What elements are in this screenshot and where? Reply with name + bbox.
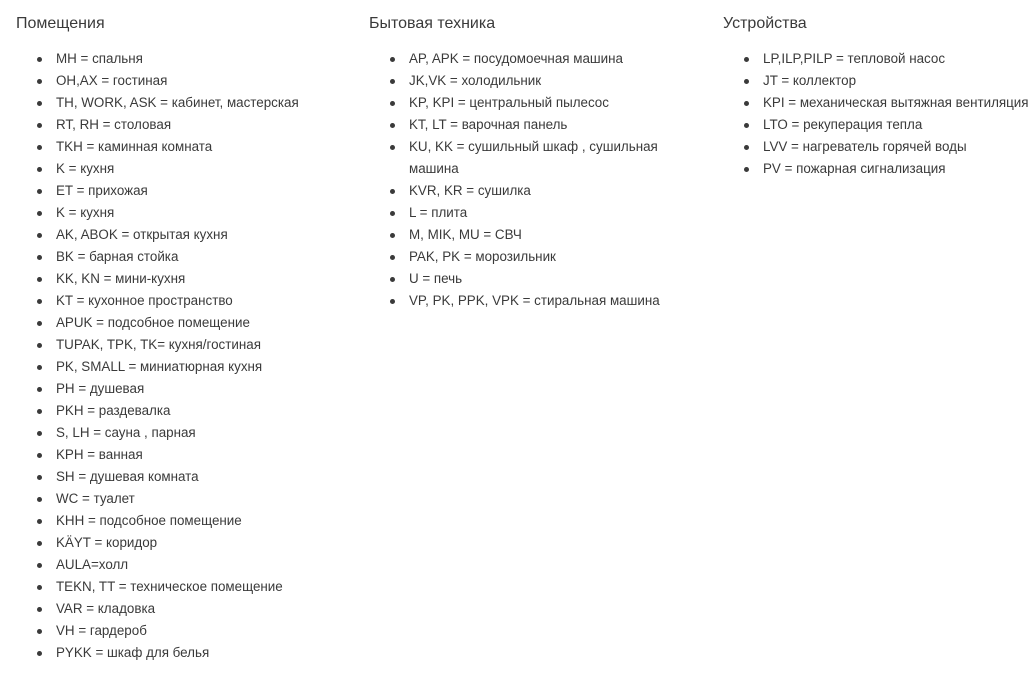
list-item: K = кухня bbox=[16, 158, 356, 180]
list-item: AP, APK = посудомоечная машина bbox=[369, 48, 709, 70]
list-item: LTO = рекуперация тепла bbox=[723, 114, 1029, 136]
list-item: LP,ILP,PILP = тепловой насос bbox=[723, 48, 1029, 70]
list-item: TKH = каминная комната bbox=[16, 136, 356, 158]
list-item: AULA=холл bbox=[16, 554, 356, 576]
rooms-list bbox=[16, 48, 356, 664]
list-item: MH = спальня bbox=[16, 48, 356, 70]
list-item: BK = барная стойка bbox=[16, 246, 356, 268]
list-item: KHH = подсобное помещение bbox=[16, 510, 356, 532]
list-item: RT, RH = столовая bbox=[16, 114, 356, 136]
list-item: KK, KN = мини-кухня bbox=[16, 268, 356, 290]
list-item: JT = коллектор bbox=[723, 70, 1029, 92]
list-item: PYKK = шкаф для белья bbox=[16, 642, 356, 664]
list-item: JK,VK = холодильник bbox=[369, 70, 709, 92]
list-item: KP, KPI = центральный пылесос bbox=[369, 92, 709, 114]
list-item: U = печь bbox=[369, 268, 709, 290]
list-item: PAK, PK = морозильник bbox=[369, 246, 709, 268]
list-item: TEKN, TT = техническое помещение bbox=[16, 576, 356, 598]
list-item: PKH = раздевалка bbox=[16, 400, 356, 422]
list-item: SH = душевая комната bbox=[16, 466, 356, 488]
list-item: TH, WORK, ASK = кабинет, мастерская bbox=[16, 92, 356, 114]
list-item: KPH = ванная bbox=[16, 444, 356, 466]
list-item: APUK = подсобное помещение bbox=[16, 312, 356, 334]
rooms-title: Помещения bbox=[16, 15, 105, 32]
list-item: M, MIK, MU = СВЧ bbox=[369, 224, 709, 246]
list-item: VP, PK, PPK, VPK = стиральная машина bbox=[369, 290, 709, 312]
list-item: KÄYT = коридор bbox=[16, 532, 356, 554]
list-item: PV = пожарная сигнализация bbox=[723, 158, 1029, 180]
list-item: KT = кухонное пространство bbox=[16, 290, 356, 312]
list-item: AK, ABOK = открытая кухня bbox=[16, 224, 356, 246]
list-item: KU, KK = сушильный шкаф , сушильная машина bbox=[369, 136, 709, 180]
list-item: OH,AX = гостиная bbox=[16, 70, 356, 92]
list-item: TUPAK, TPK, TK= кухня/гостиная bbox=[16, 334, 356, 356]
list-item: WC = туалет bbox=[16, 488, 356, 510]
appliances-title: Бытовая техника bbox=[369, 15, 496, 32]
list-item: L = плита bbox=[369, 202, 709, 224]
list-item: K = кухня bbox=[16, 202, 356, 224]
list-item: LVV = нагреватель горячей воды bbox=[723, 136, 1029, 158]
list-item: KPI = механическая вытяжная вентиляция bbox=[723, 92, 1029, 114]
list-item: PH = душевая bbox=[16, 378, 356, 400]
list-item: VAR = кладовка bbox=[16, 598, 356, 620]
devices-title: Устройства bbox=[723, 15, 807, 32]
list-item: KT, LT = варочная панель bbox=[369, 114, 709, 136]
appliances-list bbox=[369, 48, 709, 312]
list-item: ET = прихожая bbox=[16, 180, 356, 202]
list-item: PK, SMALL = миниатюрная кухня bbox=[16, 356, 356, 378]
list-item: S, LH = сауна , парная bbox=[16, 422, 356, 444]
list-item: KVR, KR = сушилка bbox=[369, 180, 709, 202]
devices-list bbox=[723, 48, 1029, 180]
list-item: VH = гардероб bbox=[16, 620, 356, 642]
